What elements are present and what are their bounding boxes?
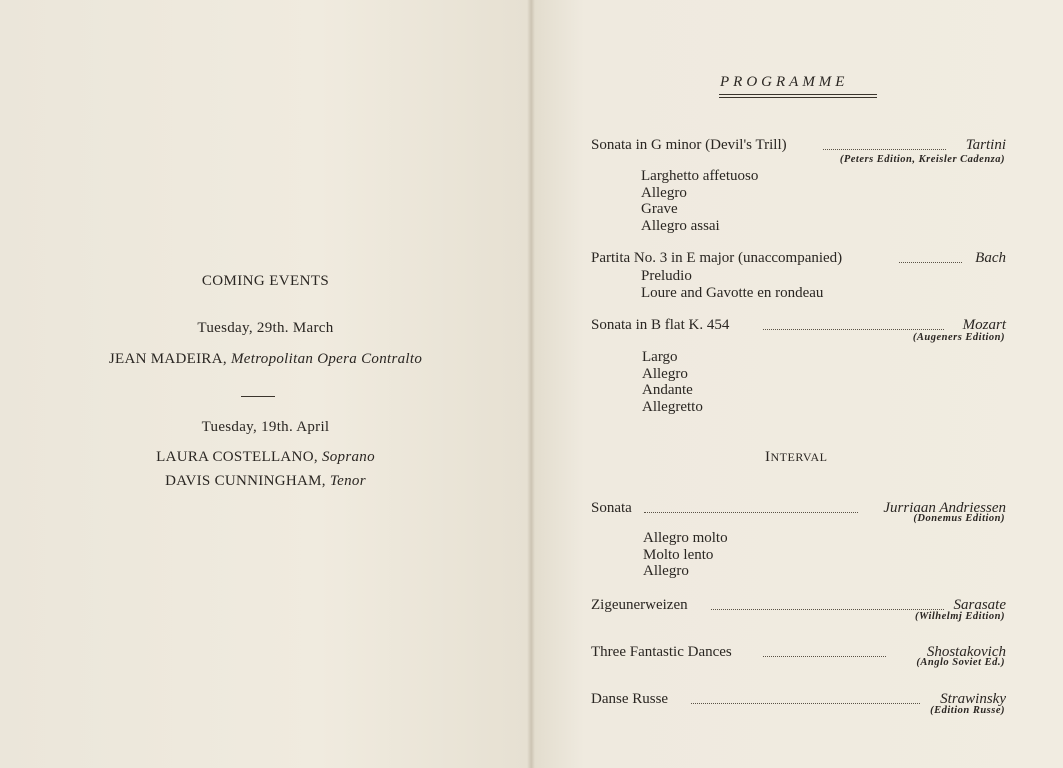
movement: Largo: [642, 349, 678, 365]
movement: Allegro molto: [643, 530, 728, 546]
event1-artist: JEAN MADEIRA,: [108, 351, 227, 367]
work-title: Danse Russe: [591, 691, 669, 707]
divider: [241, 396, 275, 397]
event1-role: Metropolitan Opera Contralto: [230, 351, 423, 367]
event2-line2: [0, 473, 531, 490]
composer-name: Tartini: [965, 137, 1006, 153]
movement: Loure and Gavotte en rondeau: [641, 284, 824, 301]
work-title: Zigeunerweizen: [591, 597, 688, 613]
leader-dots: [899, 262, 962, 263]
composer-name: Bach: [975, 250, 1006, 266]
edition-note: (Anglo Soviet Ed.): [916, 657, 1005, 668]
movement: Andante: [642, 382, 693, 398]
event2-role2: Tenor: [329, 473, 366, 489]
leader-dots: [644, 512, 858, 513]
edition-note: (Augeners Edition): [912, 332, 1005, 343]
composer-name: Strawinsky: [940, 691, 1006, 707]
composer-name: Sarasate: [953, 597, 1006, 613]
left-page: [0, 0, 531, 768]
page-fold: [527, 0, 535, 768]
leader-dots: [711, 609, 944, 610]
work-title: Partita No. 3 in E major (unaccompanied): [591, 250, 843, 266]
movement: Allegro: [642, 365, 688, 382]
movement: Allegro: [643, 563, 689, 579]
movement: Allegro assai: [641, 217, 720, 234]
movement: Allegretto: [642, 398, 703, 415]
movement: Grave: [641, 201, 678, 217]
leader-dots: [763, 329, 944, 330]
edition-note: (Peters Edition, Kreisler Cadenza): [839, 154, 1005, 165]
event2-artist1: LAURA COSTELLANO,: [156, 449, 318, 465]
leader-dots: [823, 149, 946, 150]
event2-role1: Soprano: [321, 449, 375, 465]
composer-name: Mozart: [962, 317, 1006, 333]
event2-date: Tuesday, 19th. April: [201, 419, 330, 435]
edition-note: (Donemus Edition): [913, 513, 1005, 524]
programme-item: [591, 137, 1006, 155]
event1-date: Tuesday, 29th. March: [197, 320, 334, 336]
edition-note: (Edition Russe): [930, 705, 1005, 716]
composer-name: Jurriaan Andriessen: [883, 500, 1006, 516]
event2-artist2: DAVIS CUNNINGHAM,: [165, 473, 326, 489]
work-title: Three Fantastic Dances: [591, 644, 732, 660]
composer-name: Shostakovich: [926, 644, 1006, 660]
leader-dots: [691, 703, 920, 704]
work-title: Sonata in B flat K. 454: [591, 317, 730, 333]
movement: Allegro: [641, 184, 687, 201]
movement: Preludio: [641, 268, 692, 284]
movement: Larghetto affetuoso: [641, 168, 759, 184]
leader-dots: [763, 656, 886, 657]
programme-title: PROGRAMME: [720, 74, 849, 90]
interval-label: INTERVAL: [765, 449, 828, 465]
work-title: Sonata in G minor (Devil's Trill): [591, 137, 787, 153]
programme-underline-2: [719, 97, 877, 98]
programme-underline: [719, 94, 877, 95]
event1-line: [0, 351, 531, 368]
movement: Molto lento: [643, 546, 714, 563]
programme-item: [591, 250, 1006, 268]
event2-line1: [0, 449, 531, 466]
work-title: Sonata: [591, 500, 632, 516]
coming-events-heading: COMING EVENTS: [201, 273, 330, 289]
edition-note: (Wilhelmj Edition): [915, 611, 1005, 622]
